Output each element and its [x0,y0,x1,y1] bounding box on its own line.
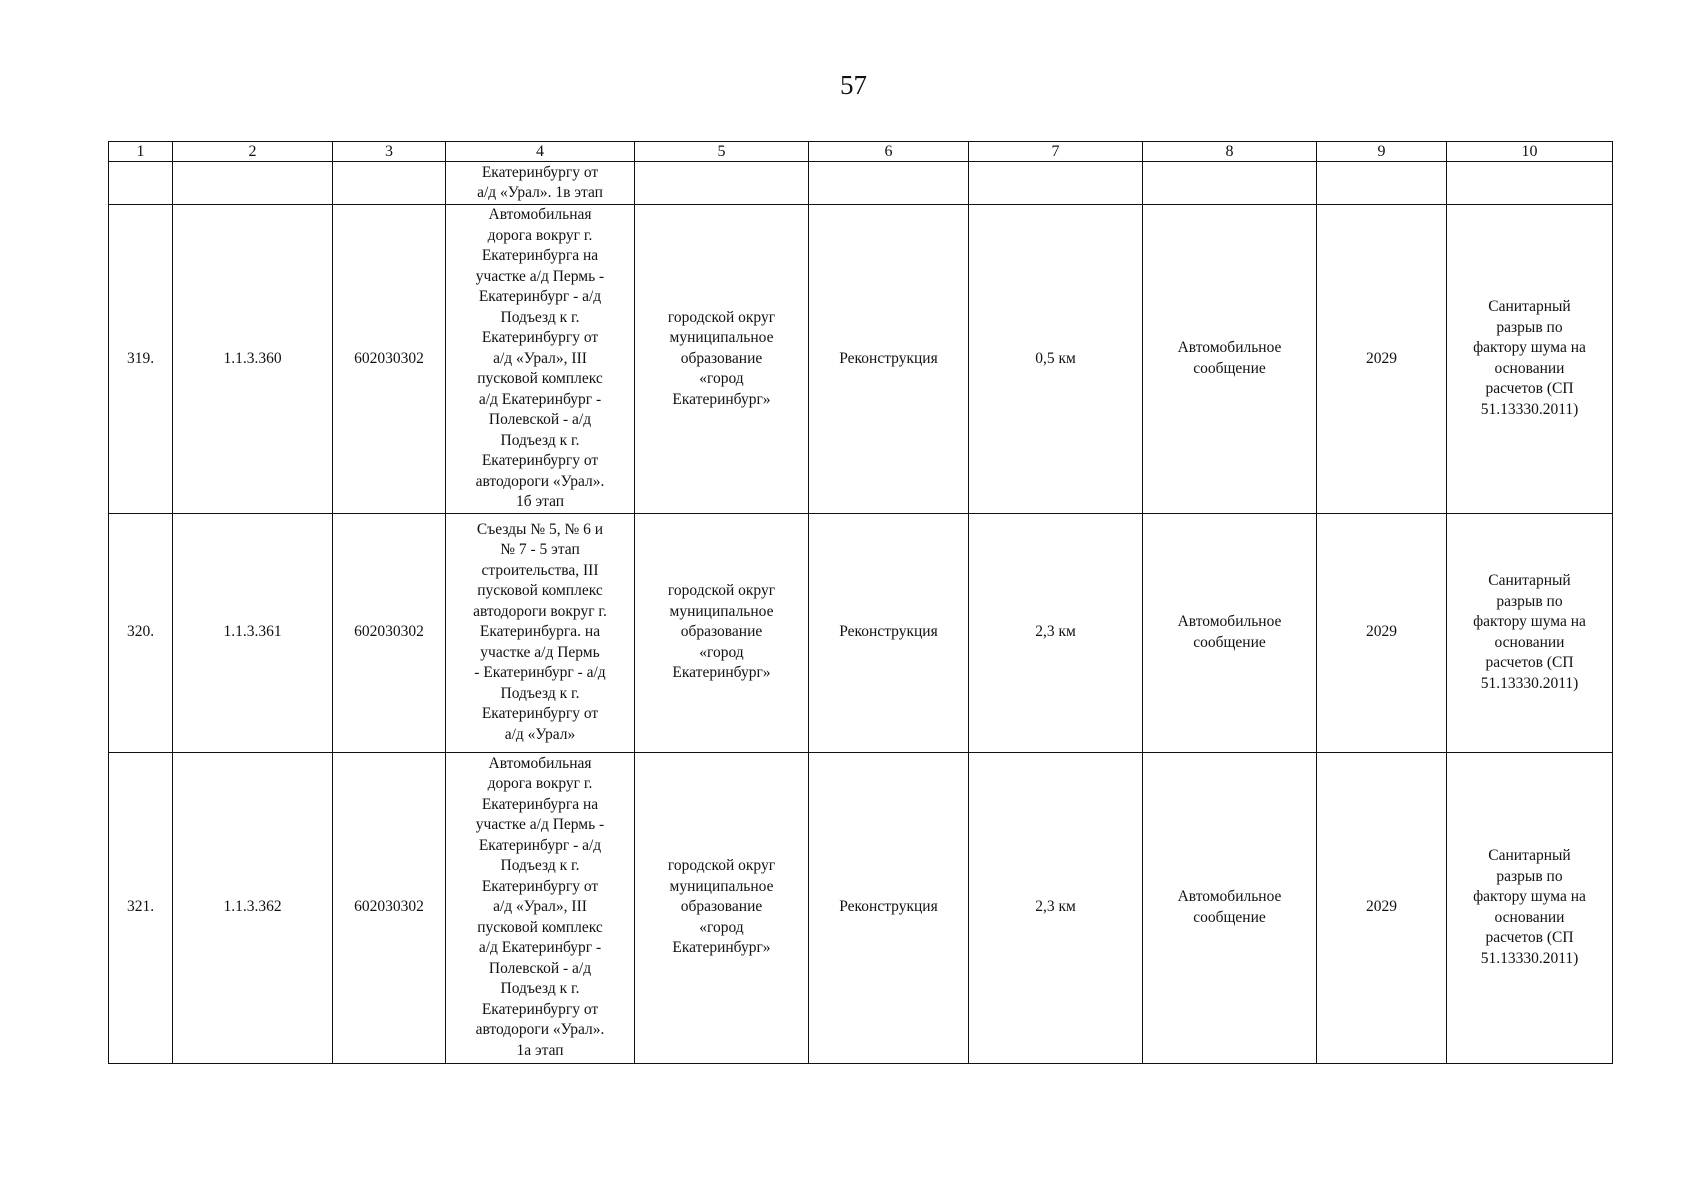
row-type: Реконструкция [809,513,969,752]
table-row [109,752,1613,1063]
row-number: 321. [109,752,173,1063]
row-municipality: городской округ муниципальное образование «город Екатеринбург» [635,205,809,514]
row-year: 2029 [1317,513,1447,752]
row-id: 602030302 [333,513,446,752]
row-purpose: Автомобильное сообщение [1143,205,1317,514]
row-length: 2,3 км [969,513,1143,752]
header-cell: 10 [1447,142,1613,162]
data-table [108,141,1613,1064]
row-zone: Санитарный разрыв по фактору шума на основании расчетов (СП 51.13330.2011) [1447,752,1613,1063]
row-purpose: Автомобильное сообщение [1143,513,1317,752]
table-header-row [109,142,1613,162]
row-id: 602030302 [333,205,446,514]
row-municipality: городской округ муниципальное образование «город Екатеринбург» [635,752,809,1063]
row-description: Съезды № 5, № 6 и № 7 - 5 этап строительства, III пусковой комплекс автодороги вокруг г. Екатеринбурга. на участке а/д Пермь - Екатеринбург - а/д Подъезд к г. Екатеринбургу от а/д «Урал» [446,513,635,752]
header-cell: 3 [333,142,446,162]
continuation-row [109,162,1613,205]
row-description: Автомобильная дорога вокруг г. Екатеринбурга на участке а/д Пермь - Екатеринбург - а/д Подъезд к г. Екатеринбургу от а/д «Урал», III пусковой комплекс а/д Екатеринбург - Полевской - а/д Подъезд к г. Екатеринбургу от автодороги «Урал». 1а этап [446,752,635,1063]
row-number: 319. [109,205,173,514]
row-year: 2029 [1317,205,1447,514]
header-cell: 8 [1143,142,1317,162]
row-length: 2,3 км [969,752,1143,1063]
row-type: Реконструкция [809,205,969,514]
table-row [109,205,1613,514]
header-cell: 4 [446,142,635,162]
page-number: 57 [840,70,867,100]
row-type: Реконструкция [809,752,969,1063]
row-municipality: городской округ муниципальное образование «город Екатеринбург» [635,513,809,752]
row-zone: Санитарный разрыв по фактору шума на основании расчетов (СП 51.13330.2011) [1447,513,1613,752]
row-description: Автомобильная дорога вокруг г. Екатеринбурга на участке а/д Пермь - Екатеринбург - а/д Подъезд к г. Екатеринбургу от а/д «Урал», III пусковой комплекс а/д Екатеринбург - Полевской - а/д Подъезд к г. Екатеринбургу от автодороги «Урал». 1б этап [446,205,635,514]
header-cell: 5 [635,142,809,162]
row-length: 0,5 км [969,205,1143,514]
header-cell: 6 [809,142,969,162]
table-row [109,513,1613,752]
row-code: 1.1.3.362 [173,752,333,1063]
header-cell: 1 [109,142,173,162]
header-cell: 2 [173,142,333,162]
row-code: 1.1.3.361 [173,513,333,752]
continuation-description: Екатеринбургу от а/д «Урал». 1в этап [446,162,635,205]
row-purpose: Автомобильное сообщение [1143,752,1317,1063]
header-cell: 9 [1317,142,1447,162]
row-code: 1.1.3.360 [173,205,333,514]
row-id: 602030302 [333,752,446,1063]
row-zone: Санитарный разрыв по фактору шума на основании расчетов (СП 51.13330.2011) [1447,205,1613,514]
row-year: 2029 [1317,752,1447,1063]
row-number: 320. [109,513,173,752]
header-cell: 7 [969,142,1143,162]
